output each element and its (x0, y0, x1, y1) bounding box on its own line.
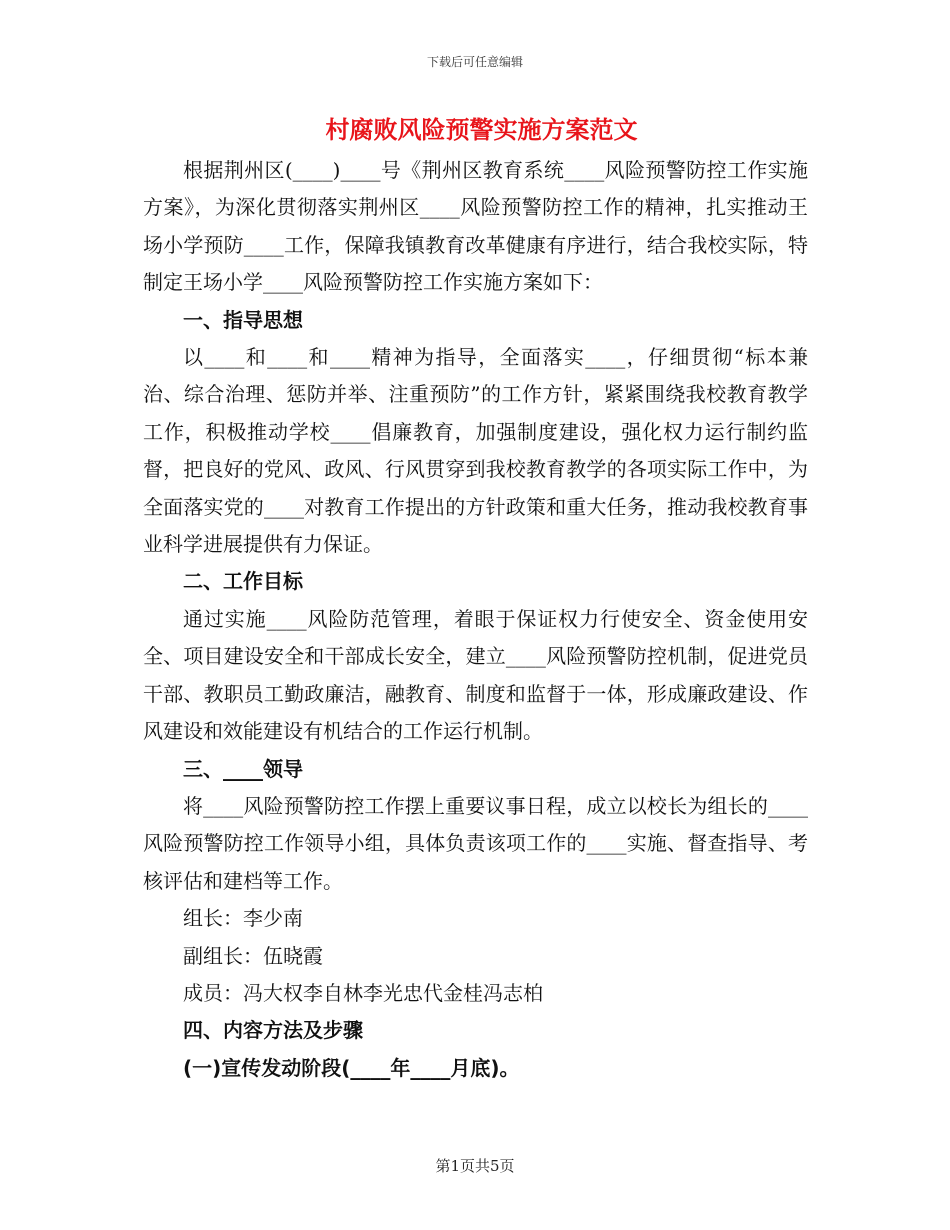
document-title: 村腐败风险预警实施方案范文 (325, 116, 638, 144)
intro-paragraph: 根据荆州区(____)____号《荆州区教育系统____风险预警防控工作实施方案》，为深化贯彻落实荆州区____风险预警防控工作的精神，扎实推动王场小学预防____工作，保障我镇教育改革健康有序进行，结合我校实际，特制定王场小学____风险预警防控工作实施方案如下： (143, 158, 808, 295)
document-body (143, 113, 808, 1087)
section-heading-content-methods: 四、内容方法及步骤 (183, 1018, 363, 1043)
section-heading-guiding-ideology: 一、指导思想 (183, 307, 303, 332)
page-header-note: 下载后可任意编辑 (426, 55, 523, 69)
vice-leader-line: 副组长：伍晓霞 (183, 943, 323, 968)
section-heading-leadership: 三、____领导 (183, 756, 303, 781)
members-line: 成员：冯大权李自林李光忠代金桂冯志柏 (183, 980, 543, 1005)
page-number-footer: 第1页共5页 (435, 1157, 515, 1175)
work-goals-paragraph: 通过实施____风险防范管理，着眼于保证权力行使安全、资金使用安全、项目建设安全和干部成长安全，建立____风险预警防控机制，促进党员干部、教职员工勤政廉洁，融教育、制度和监督于一体，形成廉政建设、作风建设和效能建设有机结合的工作运行机制。 (143, 606, 808, 744)
guiding-ideology-paragraph: 以____和____和____精神为指导，全面落实____，仔细贯彻“标本兼治、综合治理、惩防并举、注重预防”的工作方针，紧紧围绕我校教育教学工作，积极推动学校____倡廉教育，加强制度建设，强化权力运行制约监督，把良好的党风、政风、行风贯穿到我校教育教学的各项实际工作中，为全面落实党的____对教育工作提出的方针政策和重大任务，推动我校教育事业科学进展提供有力保证。 (143, 345, 808, 557)
group-leader-line: 组长：李少南 (183, 906, 303, 931)
subsection-heading-publicity-stage: (一)宣传发动阶段(____年____月底)。 (183, 1055, 520, 1080)
section-heading-work-goals: 二、工作目标 (183, 569, 303, 594)
leadership-paragraph: 将____风险预警防控工作摆上重要议事日程，成立以校长为组长的____风险预警防控工作领导小组，具体负责该项工作的____实施、督查指导、考核评估和建档等工作。 (143, 793, 808, 893)
